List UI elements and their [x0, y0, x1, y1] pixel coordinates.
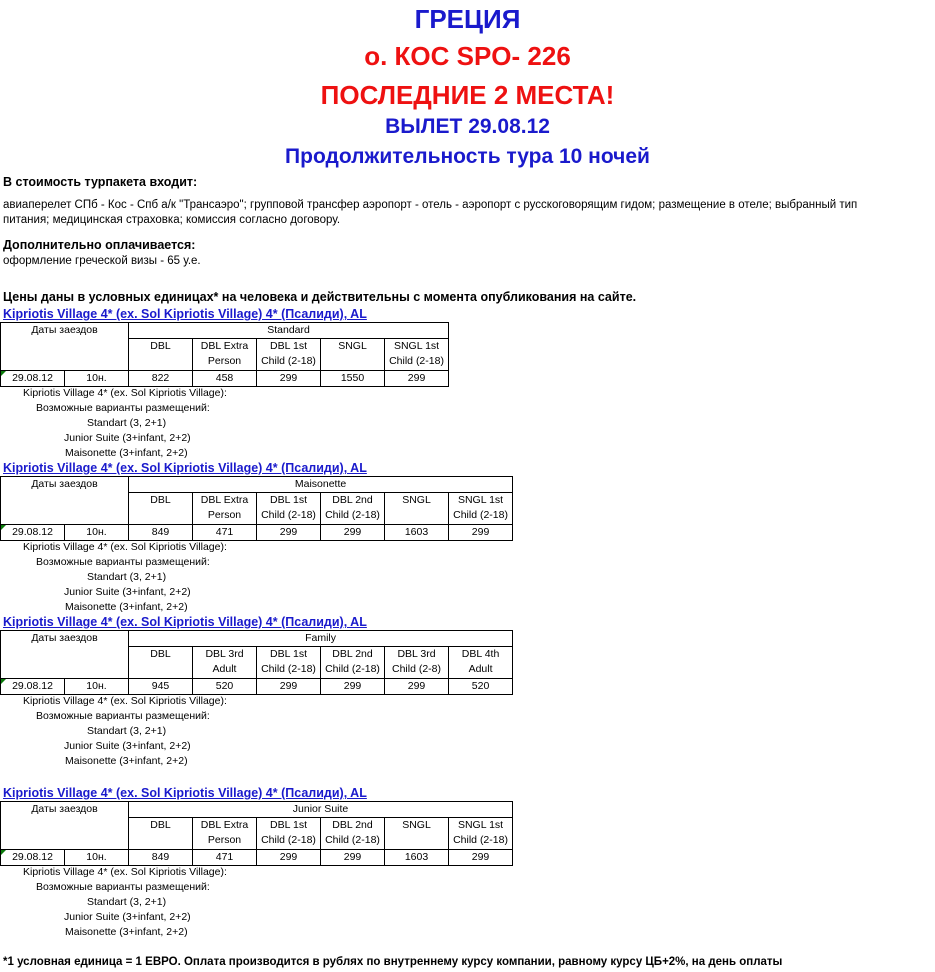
- column-header: [321, 818, 385, 850]
- country-title: ГРЕЦИЯ: [414, 4, 521, 34]
- room-type: Maisonette: [129, 477, 513, 493]
- accommodation-note: Возможные варианты размещений:: [36, 881, 210, 893]
- island-title: о. КОС SPO- 226: [364, 41, 571, 71]
- accommodation-note: Kipriotis Village 4* (ex. Sol Kipriotis Village):: [23, 387, 227, 399]
- column-header-line1: DBL 1st: [270, 340, 307, 352]
- column-header-line1: DBL 4th: [461, 648, 500, 660]
- price-table: [0, 630, 513, 695]
- price-cell: 1550: [321, 371, 385, 387]
- price-cell: 299: [321, 525, 385, 541]
- nights: 10н.: [65, 371, 129, 387]
- accommodation-note: Maisonette (3+infant, 2+2): [65, 755, 188, 767]
- column-header-line1: DBL 2nd: [332, 648, 373, 660]
- column-header-line1: SNGL 1st: [457, 819, 504, 831]
- price-cell: 520: [193, 679, 257, 695]
- column-header-line2: Child (2-18): [325, 663, 380, 675]
- price-cell: 849: [129, 850, 193, 866]
- price-cell: 849: [129, 525, 193, 541]
- column-header-line2: Child (2-18): [453, 834, 508, 846]
- column-header-line2: Child (2-18): [261, 834, 316, 846]
- column-header-line2: [129, 354, 192, 369]
- price-cell: 299: [257, 679, 321, 695]
- accommodation-note: Maisonette (3+infant, 2+2): [65, 601, 188, 613]
- footer-note: *1 условная единица = 1 ЕВРО. Оплата производится в рублях по внутреннему курсу компании, равному курсу ЦБ+2%, на день оплаты: [3, 956, 783, 968]
- column-header-line2: [385, 508, 448, 523]
- column-header-line2: Child (2-18): [453, 509, 508, 521]
- column-header: [257, 818, 321, 850]
- price-cell: 299: [257, 371, 321, 387]
- urgent-title: ПОСЛЕДНИЕ 2 МЕСТА!: [320, 80, 615, 110]
- column-header-line1: DBL Extra: [200, 819, 249, 831]
- column-header: [257, 493, 321, 525]
- blank-cell: [1, 818, 129, 850]
- extra-title: Дополнительно оплачивается:: [3, 238, 196, 252]
- price-table: [0, 801, 513, 866]
- column-header: [193, 818, 257, 850]
- accommodation-note: Kipriotis Village 4* (ex. Sol Kipriotis Village):: [23, 541, 227, 553]
- price-cell: 299: [385, 371, 449, 387]
- column-header-line1: SNGL: [338, 340, 367, 352]
- blank-cell: [1, 647, 129, 679]
- check-in-date: 29.08.12: [1, 679, 65, 695]
- column-header-line2: Child (2-18): [261, 509, 316, 521]
- column-header: [193, 339, 257, 371]
- price-cell: 471: [193, 850, 257, 866]
- column-header-line2: Child (2-18): [325, 509, 380, 521]
- column-header-line2: Child (2-18): [389, 355, 444, 367]
- column-header: [385, 339, 449, 371]
- accommodation-note: Kipriotis Village 4* (ex. Sol Kipriotis Village):: [23, 866, 227, 878]
- column-header-line1: DBL 3rd: [397, 648, 436, 660]
- column-header: [257, 647, 321, 679]
- blank-cell: [1, 493, 129, 525]
- column-header-line2: Child (2-18): [261, 663, 316, 675]
- price-cell: 471: [193, 525, 257, 541]
- column-header-line1: DBL: [150, 648, 171, 660]
- column-header-line1: SNGL 1st: [457, 494, 504, 506]
- hotel-link[interactable]: Kipriotis Village 4* (ex. Sol Kipriotis Village) 4* (Псалиди), AL: [3, 615, 367, 629]
- price-cell: 1603: [385, 525, 449, 541]
- column-header: [193, 493, 257, 525]
- column-header: [449, 647, 513, 679]
- column-header-line1: DBL 3rd: [205, 648, 244, 660]
- column-header-line1: SNGL 1st: [393, 340, 440, 352]
- hotel-link[interactable]: Kipriotis Village 4* (ex. Sol Kipriotis Village) 4* (Псалиди), AL: [3, 461, 367, 475]
- column-header-line1: DBL 1st: [270, 648, 307, 660]
- column-header-line2: Person: [207, 509, 242, 521]
- accommodation-note: Возможные варианты размещений:: [36, 710, 210, 722]
- price-cell: 458: [193, 371, 257, 387]
- column-header-line1: DBL: [150, 819, 171, 831]
- column-header-line2: [129, 662, 192, 677]
- price-table: [0, 322, 449, 387]
- column-header: [129, 339, 193, 371]
- column-header-line2: Child (2-8): [392, 663, 442, 675]
- column-header: [449, 493, 513, 525]
- column-header-line1: SNGL: [402, 494, 431, 506]
- column-header: [321, 647, 385, 679]
- accommodation-note: Junior Suite (3+infant, 2+2): [64, 740, 191, 752]
- price-cell: 520: [449, 679, 513, 695]
- price-cell: 1603: [385, 850, 449, 866]
- column-header-line1: DBL 2nd: [332, 819, 373, 831]
- accommodation-note: Standart (3, 2+1): [87, 417, 167, 429]
- dates-label: Даты заездов: [1, 631, 129, 647]
- column-header-line1: DBL 1st: [270, 494, 307, 506]
- nights: 10н.: [65, 850, 129, 866]
- dates-label: Даты заездов: [1, 477, 129, 493]
- hotel-link[interactable]: Kipriotis Village 4* (ex. Sol Kipriotis Village) 4* (Псалиди), AL: [3, 786, 367, 800]
- price-cell: 299: [449, 850, 513, 866]
- price-cell: 945: [129, 679, 193, 695]
- column-header-line2: Person: [207, 355, 242, 367]
- column-header-line1: DBL Extra: [200, 494, 249, 506]
- accommodation-note: Standart (3, 2+1): [87, 725, 167, 737]
- price-table: [0, 476, 513, 541]
- column-header: [129, 818, 193, 850]
- accommodation-note: Возможные варианты размещений:: [36, 556, 210, 568]
- price-cell: 299: [257, 850, 321, 866]
- column-header-line2: Child (2-18): [261, 355, 316, 367]
- column-header-line1: DBL: [150, 494, 171, 506]
- column-header: [321, 493, 385, 525]
- table-row: [1, 525, 513, 541]
- room-type: Family: [129, 631, 513, 647]
- price-cell: 299: [385, 679, 449, 695]
- column-header-line2: [321, 354, 384, 369]
- column-header-line1: DBL 1st: [270, 819, 307, 831]
- column-header-line1: SNGL: [402, 819, 431, 831]
- departure-title: ВЫЛЕТ 29.08.12: [385, 115, 550, 138]
- extra-text: оформление греческой визы - 65 у.е.: [3, 255, 201, 267]
- duration-title: Продолжительность тура 10 ночей: [285, 145, 650, 168]
- nights: 10н.: [65, 525, 129, 541]
- column-header-line1: DBL 2nd: [332, 494, 373, 506]
- column-header: [385, 647, 449, 679]
- column-header-line2: Adult: [212, 663, 237, 675]
- column-header-line1: DBL Extra: [200, 340, 249, 352]
- accommodation-note: Standart (3, 2+1): [87, 896, 167, 908]
- accommodation-note: Junior Suite (3+infant, 2+2): [64, 911, 191, 923]
- price-cell: 299: [321, 850, 385, 866]
- dates-label: Даты заездов: [1, 323, 129, 339]
- check-in-date: 29.08.12: [1, 525, 65, 541]
- nights: 10н.: [65, 679, 129, 695]
- column-header: [257, 339, 321, 371]
- table-row: [1, 679, 513, 695]
- column-header-line2: [129, 508, 192, 523]
- table-row: [1, 850, 513, 866]
- column-header: [129, 647, 193, 679]
- accommodation-note: Maisonette (3+infant, 2+2): [65, 926, 188, 938]
- check-in-date: 29.08.12: [1, 371, 65, 387]
- accommodation-note: Maisonette (3+infant, 2+2): [65, 447, 188, 459]
- column-header-line2: [129, 833, 192, 848]
- room-type: Junior Suite: [129, 802, 513, 818]
- column-header: [321, 339, 385, 371]
- accommodation-note: Kipriotis Village 4* (ex. Sol Kipriotis Village):: [23, 695, 227, 707]
- column-header: [385, 493, 449, 525]
- blank-cell: [1, 339, 129, 371]
- table-row: [1, 371, 449, 387]
- price-cell: 299: [321, 679, 385, 695]
- price-cell: 822: [129, 371, 193, 387]
- column-header: [129, 493, 193, 525]
- accommodation-note: Standart (3, 2+1): [87, 571, 167, 583]
- accommodation-note: Junior Suite (3+infant, 2+2): [64, 432, 191, 444]
- price-cell: 299: [449, 525, 513, 541]
- accommodation-note: Возможные варианты размещений:: [36, 402, 210, 414]
- column-header-line2: [385, 833, 448, 848]
- column-header-line1: DBL: [150, 340, 171, 352]
- column-header-line2: Adult: [468, 663, 493, 675]
- dates-label: Даты заездов: [1, 802, 129, 818]
- column-header: [449, 818, 513, 850]
- includes-title: В стоимость турпакета входит:: [3, 175, 198, 189]
- accommodation-note: Junior Suite (3+infant, 2+2): [64, 586, 191, 598]
- hotel-link[interactable]: Kipriotis Village 4* (ex. Sol Kipriotis Village) 4* (Псалиди), AL: [3, 307, 367, 321]
- column-header: [385, 818, 449, 850]
- check-in-date: 29.08.12: [1, 850, 65, 866]
- prices-note: Цены даны в условных единицах* на человека и действительны с момента опубликования на сайте.: [3, 290, 637, 304]
- column-header-line2: Child (2-18): [325, 834, 380, 846]
- column-header-line2: Person: [207, 834, 242, 846]
- includes-text-line2: питания; медицинская страховка; комиссия согласно договору.: [3, 214, 341, 226]
- price-cell: 299: [257, 525, 321, 541]
- room-type: Standard: [129, 323, 449, 339]
- column-header: [193, 647, 257, 679]
- includes-text-line1: авиаперелет СПб - Кос - Спб а/к "Трансаэро"; групповой трансфер аэропорт - отель - аэропорт с русскоговорящим гидом; размещение в отеле; выбранный тип: [3, 199, 858, 211]
